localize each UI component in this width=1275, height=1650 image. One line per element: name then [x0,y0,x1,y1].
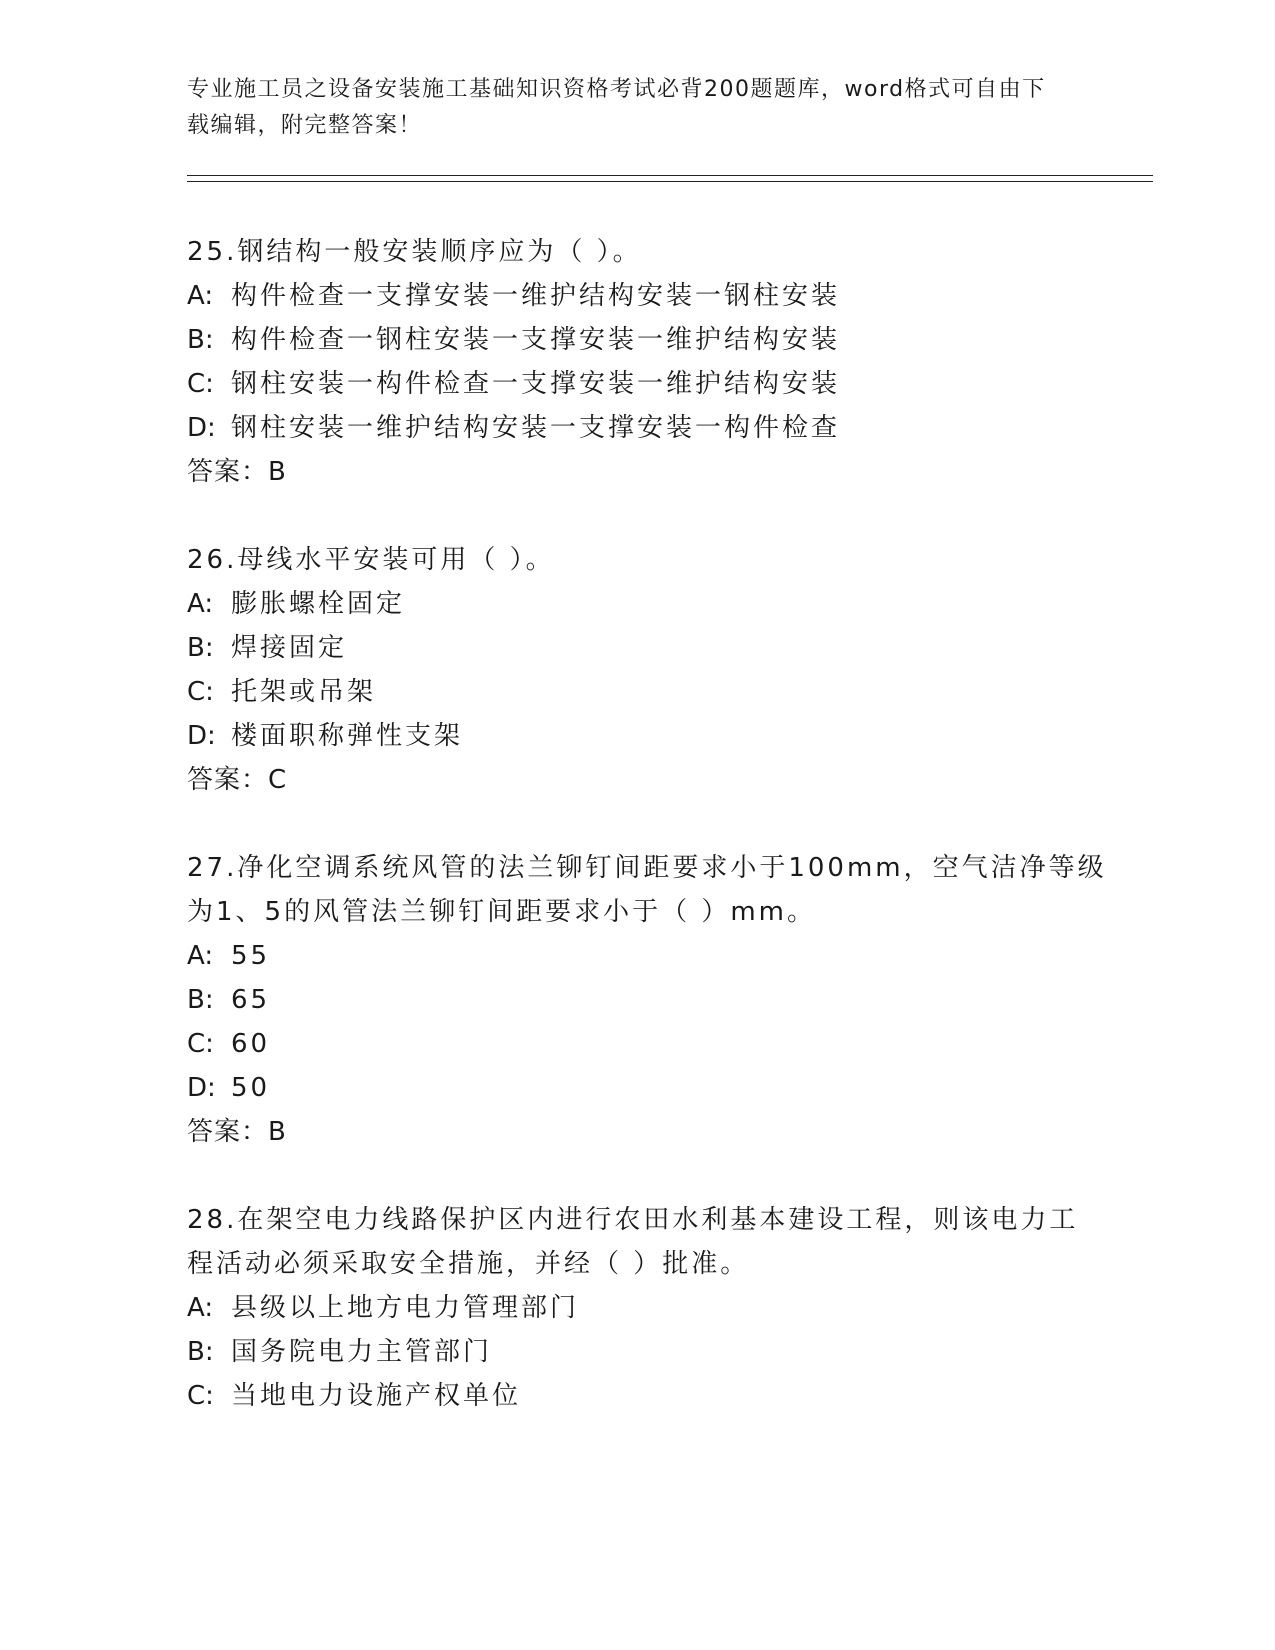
option-item [187,1028,270,1060]
answer-line: 答案：B [187,1117,287,1147]
option-text: 60 [231,1029,271,1059]
option-letter: C: [187,369,214,399]
option-letter: C: [187,1381,214,1411]
option-text: 50 [231,1073,271,1103]
option-item [187,720,463,752]
option-item [187,280,840,312]
option-text: 55 [231,941,271,971]
option-letter: D: [187,413,216,443]
option-item [187,984,270,1016]
option-text: 楼面职称弹性支架 [231,721,464,751]
option-item [187,588,405,620]
option-text: 构件检查一钢柱安装一支撑安装一维护结构安装 [231,325,841,355]
option-text: 钢柱安装一维护结构安装一支撑安装一构件检查 [231,413,841,443]
option-text: 膨胀螺栓固定 [231,589,406,619]
option-text: 县级以上地方电力管理部门 [231,1293,580,1323]
option-letter: B: [187,325,214,355]
option-text: 65 [231,985,271,1015]
option-text: 构件检查一支撑安装一维护结构安装一钢柱安装 [231,281,841,311]
option-letter: B: [187,1337,214,1367]
option-item [187,324,840,356]
option-letter: D: [187,1073,216,1103]
question-stem: 为1、5的风管法兰铆钉间距要求小于（ ）mm。 [187,897,817,927]
option-item [187,1072,270,1104]
question-stem: 28.在架空电力线路保护区内进行农田水利基本建设工程，则该电力工 [187,1205,1079,1235]
option-item [187,676,376,708]
option-text: 钢柱安装一构件检查一支撑安装一维护结构安装 [231,369,841,399]
question-stem: 26.母线水平安装可用（ ）。 [187,545,555,575]
option-letter: A: [187,589,214,619]
option-letter: B: [187,633,214,663]
option-item [187,368,840,400]
option-text: 焊接固定 [231,633,348,663]
option-item [187,1292,579,1324]
option-letter: C: [187,1029,214,1059]
option-letter: A: [187,941,214,971]
answer-line: 答案：C [187,765,288,795]
option-item [187,632,347,664]
option-text: 托架或吊架 [231,677,377,707]
option-text: 国务院电力主管部门 [231,1337,493,1367]
option-item [187,940,270,972]
option-text: 当地电力设施产权单位 [231,1381,522,1411]
option-item [187,1380,521,1412]
option-letter: A: [187,281,214,311]
question-stem: 27.净化空调系统风管的法兰铆钉间距要求小于100mm，空气洁净等级 [187,853,1107,883]
document-header: 专业施工员之设备安装施工基础知识资格考试必背200题题库，word格式可自由下载编辑，附完整答案！ [187,77,1046,138]
option-letter: C: [187,677,214,707]
question-stem: 25.钢结构一般安装顺序应为（ ）。 [187,237,642,267]
header-divider-bottom [187,181,1153,182]
option-item [187,1336,492,1368]
option-letter: D: [187,721,216,751]
option-item [187,412,840,444]
answer-line: 答案：B [187,457,287,487]
header-divider-top [187,175,1153,176]
option-letter: B: [187,985,214,1015]
question-stem: 程活动必须采取安全措施，并经（ ）批准。 [187,1249,750,1279]
option-letter: A: [187,1293,214,1323]
